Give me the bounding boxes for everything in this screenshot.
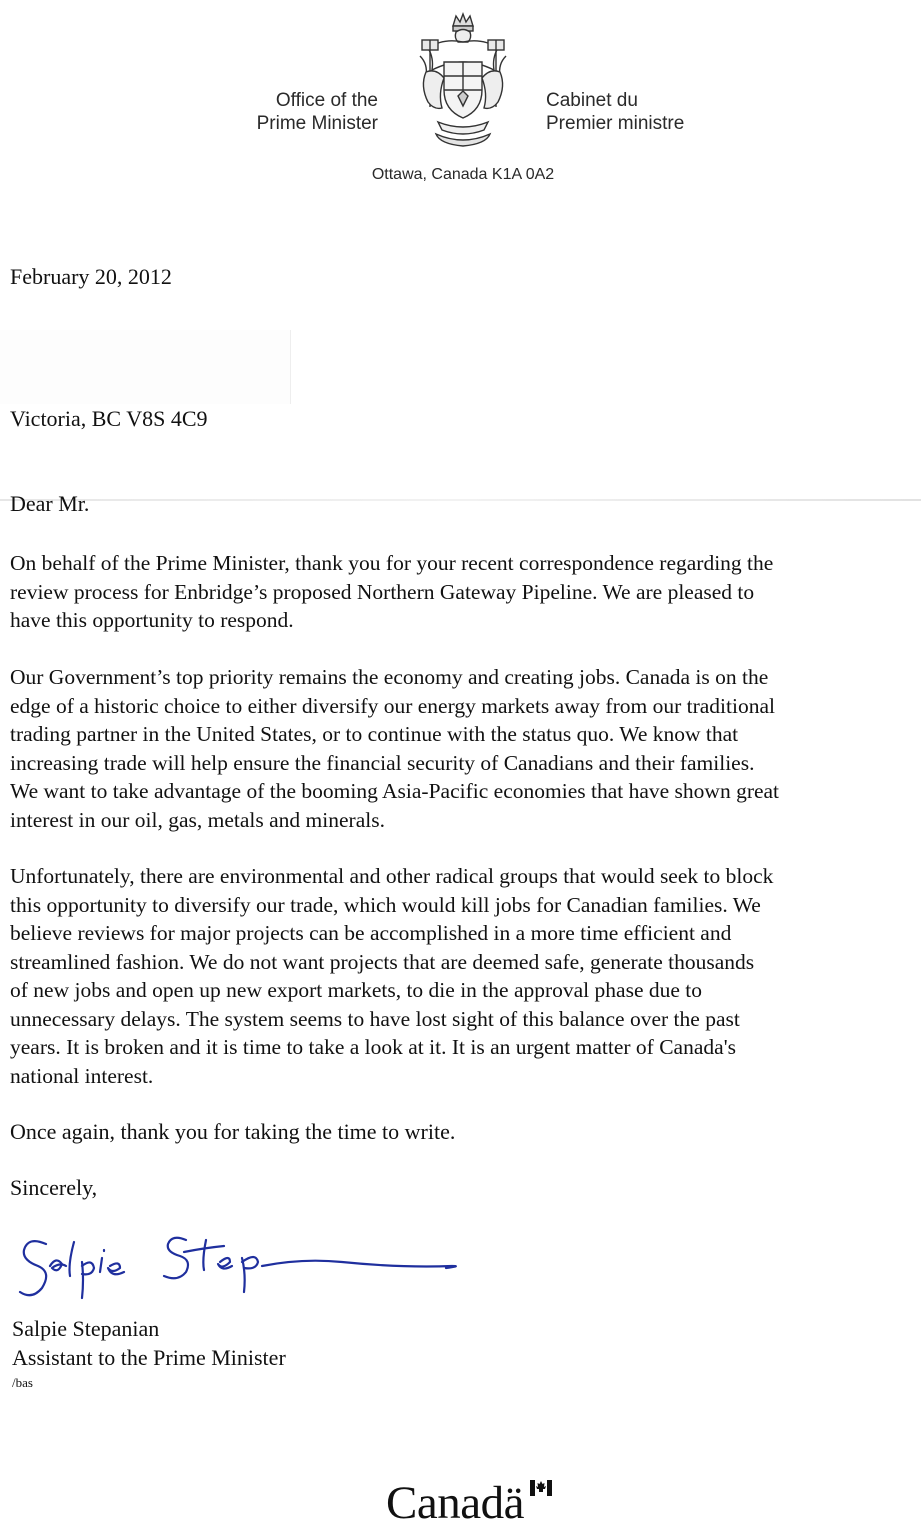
paragraph-line: of new jobs and open up new export markets, to die in the approval phase due to xyxy=(10,978,702,1002)
letterhead-french xyxy=(546,89,766,135)
valediction: Sincerely, xyxy=(10,1175,98,1200)
letterhead-address: Ottawa, Canada K1A 0A2 xyxy=(371,166,555,183)
body-paragraph-1 xyxy=(10,549,914,635)
paragraph-line: unnecessary delays. The system seems to have lost sight of this balance over the past xyxy=(10,1006,740,1031)
paragraph-line: Unfortunately, there are environmental and other radical groups that would seek to block xyxy=(10,864,774,888)
redacted-recipient-area xyxy=(0,330,291,404)
canada-wordmark: Canadä xyxy=(386,1477,524,1529)
paragraph-line: believe reviews for major projects can be accomplished in a more time efficient and xyxy=(10,921,732,945)
handwritten-signature xyxy=(16,1222,466,1302)
paragraph-line: increasing trade will help ensure the financial security of Canadians and their families. xyxy=(10,750,755,775)
paragraph-line: We want to take advantage of the booming Asia-Pacific economies that have shown great xyxy=(10,779,780,803)
paragraph-line: edge of a historic choice to either diversify our energy markets away from our traditional xyxy=(10,693,775,718)
paragraph-line: national interest. xyxy=(10,1063,154,1088)
paragraph-line: trading partner in the United States, or to continue with the status quo. We know that xyxy=(10,722,739,746)
paragraph-line: Our Government’s top priority remains the economy and creating jobs. Canada is on the xyxy=(10,665,769,689)
reference-initials: /bas xyxy=(12,1375,33,1390)
signer-name: Salpie Stepanian xyxy=(12,1316,160,1341)
coat-of-arms-icon xyxy=(408,12,518,148)
body-paragraph-2 xyxy=(10,663,914,834)
paragraph-line: streamlined fashion. We do not want projects that are deemed safe, generate thousands xyxy=(10,949,755,974)
letterhead-english-line2: Prime Minister xyxy=(256,113,378,134)
salutation: Dear Mr. xyxy=(10,491,90,516)
recipient-city: Victoria, BC V8S 4C9 xyxy=(10,406,208,431)
body-paragraph-3 xyxy=(10,862,914,1090)
signer-title: Assistant to the Prime Minister xyxy=(12,1345,286,1370)
letter-date: February 20, 2012 xyxy=(10,264,172,289)
paragraph-line: interest in our oil, gas, metals and minerals. xyxy=(10,807,385,832)
closing-thanks: Once again, thank you for taking the time to write. xyxy=(10,1119,456,1144)
paragraph-line: this opportunity to diversify our trade, which would kill jobs for Canadian families. We xyxy=(10,892,761,917)
paper-fold-line xyxy=(0,499,921,501)
paragraph-line: On behalf of the Prime Minister, thank you for your recent correspondence regarding the xyxy=(10,551,774,575)
letterhead-english-line1: Office of the xyxy=(275,90,378,111)
letterhead-french-line2: Premier ministre xyxy=(546,113,685,134)
letterhead-french-line1: Cabinet du xyxy=(546,90,638,111)
canada-flag-icon xyxy=(530,1478,552,1498)
letterhead-english xyxy=(200,89,378,135)
paragraph-line: years. It is broken and it is time to take a look at it. It is an urgent matter of Canada's xyxy=(10,1035,736,1059)
paragraph-line: have this opportunity to respond. xyxy=(10,608,294,632)
paragraph-line: review process for Enbridge’s proposed Northern Gateway Pipeline. We are pleased to xyxy=(10,579,755,604)
